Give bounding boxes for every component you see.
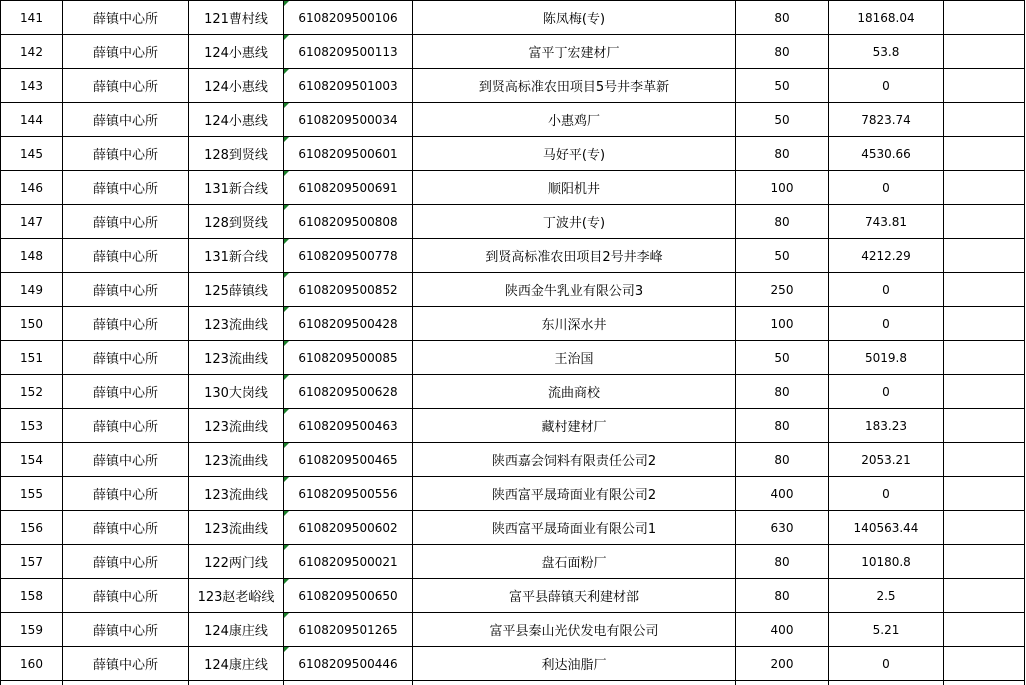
table-row[interactable]	[1, 647, 1025, 681]
text-number-indicator-icon	[284, 477, 289, 482]
table-row[interactable]	[1, 579, 1025, 613]
row-number-cell[interactable]: 153	[1, 409, 63, 443]
text-number-indicator-icon	[284, 239, 289, 244]
row-number-cell[interactable]: 151	[1, 341, 63, 375]
account-cell[interactable]: 6108209500628	[284, 375, 413, 409]
customer-name-cell[interactable]: 丁波井(专)	[413, 205, 736, 239]
unit-cell[interactable]: 薛镇中心所	[63, 613, 189, 647]
capacity-cell[interactable]: 80	[736, 35, 829, 69]
note-cell[interactable]	[944, 1, 1025, 35]
customer-name-cell[interactable]: 陕西金牛乳业有限公司3	[413, 273, 736, 307]
row-number-cell[interactable]: 141	[1, 1, 63, 35]
customer-name-cell[interactable]: 富平县秦山光伏发电有限公司	[413, 613, 736, 647]
account-cell[interactable]: 6108209501003	[284, 69, 413, 103]
note-cell[interactable]	[944, 681, 1025, 685]
capacity-cell[interactable]: 400	[736, 477, 829, 511]
account-cell[interactable]: 6108209500428	[284, 307, 413, 341]
amount-cell[interactable]	[829, 681, 944, 685]
text-number-indicator-icon	[284, 137, 289, 142]
text-number-indicator-icon	[284, 579, 289, 584]
account-cell[interactable]: 6108209500808	[284, 205, 413, 239]
table-row[interactable]	[1, 409, 1025, 443]
amount-cell[interactable]: 0	[829, 477, 944, 511]
customer-name-cell[interactable]: 富平县薛镇天利建材部	[413, 579, 736, 613]
amount-cell[interactable]: 0	[829, 171, 944, 205]
text-number-indicator-icon	[284, 443, 289, 448]
unit-cell[interactable]: 薛镇中心所	[63, 307, 189, 341]
line-cell[interactable]: 123流曲线	[189, 409, 284, 443]
note-cell[interactable]	[944, 409, 1025, 443]
customer-name-cell[interactable]: 东川深水井	[413, 307, 736, 341]
account-cell[interactable]: 6108209500034	[284, 103, 413, 137]
table-row[interactable]	[1, 477, 1025, 511]
account-cell[interactable]: 6108209500106	[284, 1, 413, 35]
unit-cell[interactable]: 薛镇中心所	[63, 103, 189, 137]
line-cell[interactable]: 128到贤线	[189, 137, 284, 171]
row-number-cell[interactable]: 144	[1, 103, 63, 137]
unit-cell[interactable]: 薛镇中心所	[63, 69, 189, 103]
row-number-cell[interactable]: 149	[1, 273, 63, 307]
line-cell[interactable]: 131新合线	[189, 239, 284, 273]
table-row[interactable]	[1, 545, 1025, 579]
line-cell[interactable]: 124康庄线	[189, 613, 284, 647]
capacity-cell[interactable]: 50	[736, 69, 829, 103]
amount-cell[interactable]: 5.21	[829, 613, 944, 647]
line-cell[interactable]: 123流曲线	[189, 511, 284, 545]
capacity-cell[interactable]: 100	[736, 171, 829, 205]
row-number-cell[interactable]: 147	[1, 205, 63, 239]
capacity-cell[interactable]: 630	[736, 511, 829, 545]
text-number-indicator-icon	[284, 205, 289, 210]
customer-name-cell[interactable]: 盘石面粉厂	[413, 545, 736, 579]
unit-cell[interactable]: 薛镇中心所	[63, 341, 189, 375]
note-cell[interactable]	[944, 579, 1025, 613]
unit-cell[interactable]: 薛镇中心所	[63, 205, 189, 239]
text-number-indicator-icon	[284, 171, 289, 176]
table-row[interactable]	[1, 137, 1025, 171]
unit-cell[interactable]: 薛镇中心所	[63, 647, 189, 681]
note-cell[interactable]	[944, 69, 1025, 103]
line-cell[interactable]: 124小惠线	[189, 69, 284, 103]
account-cell[interactable]: 6108209500650	[284, 579, 413, 613]
note-cell[interactable]	[944, 545, 1025, 579]
row-number-cell[interactable]: 156	[1, 511, 63, 545]
table-body	[1, 1, 1025, 685]
customer-name-cell[interactable]: 小惠鸡厂	[413, 103, 736, 137]
capacity-cell[interactable]: 50	[736, 341, 829, 375]
account-cell[interactable]: 6108209501265	[284, 613, 413, 647]
table-row[interactable]	[1, 171, 1025, 205]
capacity-cell[interactable]: 250	[736, 273, 829, 307]
text-number-indicator-icon	[284, 103, 289, 108]
account-cell[interactable]: 6108209500465	[284, 443, 413, 477]
row-number-cell[interactable]: 148	[1, 239, 63, 273]
note-cell[interactable]	[944, 511, 1025, 545]
table-row[interactable]	[1, 307, 1025, 341]
table-row[interactable]	[1, 341, 1025, 375]
table-row[interactable]	[1, 443, 1025, 477]
amount-cell[interactable]: 5019.8	[829, 341, 944, 375]
account-cell[interactable]: 6108209500602	[284, 511, 413, 545]
amount-cell[interactable]: 140563.44	[829, 511, 944, 545]
row-number-cell[interactable]: 160	[1, 647, 63, 681]
line-cell[interactable]: 125薛镇线	[189, 273, 284, 307]
account-cell[interactable]: 6108209500113	[284, 35, 413, 69]
text-number-indicator-icon	[284, 273, 289, 278]
amount-cell[interactable]: 183.23	[829, 409, 944, 443]
customer-name-cell[interactable]: 藏村建材厂	[413, 409, 736, 443]
amount-cell[interactable]: 0	[829, 647, 944, 681]
table-row[interactable]	[1, 613, 1025, 647]
line-cell[interactable]	[189, 681, 284, 685]
table-row[interactable]	[1, 69, 1025, 103]
customer-name-cell[interactable]	[413, 681, 736, 685]
unit-cell[interactable]: 薛镇中心所	[63, 511, 189, 545]
row-number-cell[interactable]: 155	[1, 477, 63, 511]
amount-cell[interactable]: 10180.8	[829, 545, 944, 579]
row-number-cell[interactable]: 146	[1, 171, 63, 205]
customer-name-cell[interactable]: 流曲商校	[413, 375, 736, 409]
row-number-cell[interactable]: 152	[1, 375, 63, 409]
unit-cell[interactable]: 薛镇中心所	[63, 239, 189, 273]
account-cell[interactable]: 6108209500463	[284, 409, 413, 443]
customer-name-cell[interactable]: 到贤高标准农田项目5号井李革新	[413, 69, 736, 103]
line-cell[interactable]: 124小惠线	[189, 103, 284, 137]
table-row[interactable]	[1, 239, 1025, 273]
capacity-cell[interactable]	[736, 681, 829, 685]
amount-cell[interactable]: 53.8	[829, 35, 944, 69]
unit-cell[interactable]: 薛镇中心所	[63, 1, 189, 35]
amount-cell[interactable]: 0	[829, 69, 944, 103]
amount-cell[interactable]: 743.81	[829, 205, 944, 239]
note-cell[interactable]	[944, 613, 1025, 647]
account-cell[interactable]	[284, 681, 413, 685]
capacity-cell[interactable]: 400	[736, 613, 829, 647]
text-number-indicator-icon	[284, 1, 289, 6]
row-number-cell[interactable]: 150	[1, 307, 63, 341]
amount-cell[interactable]: 0	[829, 375, 944, 409]
text-number-indicator-icon	[284, 375, 289, 380]
unit-cell[interactable]: 薛镇中心所	[63, 171, 189, 205]
note-cell[interactable]	[944, 477, 1025, 511]
unit-cell[interactable]	[63, 681, 189, 685]
line-cell[interactable]: 123赵老峪线	[189, 579, 284, 613]
text-number-indicator-icon	[284, 613, 289, 618]
row-number-cell[interactable]: 157	[1, 545, 63, 579]
row-number-cell[interactable]: 143	[1, 69, 63, 103]
customer-name-cell[interactable]: 陕西嘉会饲料有限责任公司2	[413, 443, 736, 477]
amount-cell[interactable]: 18168.04	[829, 1, 944, 35]
row-number-cell[interactable]: 159	[1, 613, 63, 647]
customer-name-cell[interactable]: 富平丁宏建材厂	[413, 35, 736, 69]
account-cell[interactable]: 6108209500556	[284, 477, 413, 511]
unit-cell[interactable]: 薛镇中心所	[63, 35, 189, 69]
customer-name-cell[interactable]: 到贤高标准农田项目2号井李峰	[413, 239, 736, 273]
capacity-cell[interactable]: 50	[736, 239, 829, 273]
amount-cell[interactable]: 2.5	[829, 579, 944, 613]
unit-cell[interactable]: 薛镇中心所	[63, 273, 189, 307]
capacity-cell[interactable]: 80	[736, 545, 829, 579]
amount-cell[interactable]: 4212.29	[829, 239, 944, 273]
line-cell[interactable]: 122两门线	[189, 545, 284, 579]
table-row[interactable]	[1, 375, 1025, 409]
table-row[interactable]	[1, 1, 1025, 35]
line-cell[interactable]: 123流曲线	[189, 341, 284, 375]
table-row[interactable]	[1, 273, 1025, 307]
line-cell[interactable]: 124康庄线	[189, 647, 284, 681]
line-cell[interactable]: 123流曲线	[189, 477, 284, 511]
customer-name-cell[interactable]: 陕西富平晟琦面业有限公司1	[413, 511, 736, 545]
amount-cell[interactable]: 0	[829, 273, 944, 307]
line-cell[interactable]: 123流曲线	[189, 307, 284, 341]
table-row[interactable]	[1, 681, 1025, 685]
line-cell[interactable]: 130大岗线	[189, 375, 284, 409]
text-number-indicator-icon	[284, 307, 289, 312]
line-cell[interactable]: 128到贤线	[189, 205, 284, 239]
customer-name-cell[interactable]: 利达油脂厂	[413, 647, 736, 681]
note-cell[interactable]	[944, 205, 1025, 239]
capacity-cell[interactable]: 200	[736, 647, 829, 681]
capacity-cell[interactable]: 80	[736, 375, 829, 409]
row-number-cell[interactable]: 142	[1, 35, 63, 69]
line-cell[interactable]: 124小惠线	[189, 35, 284, 69]
line-cell[interactable]: 123流曲线	[189, 443, 284, 477]
row-number-cell[interactable]	[1, 681, 63, 685]
customer-name-cell[interactable]: 陕西富平晟琦面业有限公司2	[413, 477, 736, 511]
text-number-indicator-icon	[284, 341, 289, 346]
unit-cell[interactable]: 薛镇中心所	[63, 545, 189, 579]
row-number-cell[interactable]: 154	[1, 443, 63, 477]
row-number-cell[interactable]: 145	[1, 137, 63, 171]
capacity-cell[interactable]: 80	[736, 1, 829, 35]
account-cell[interactable]: 6108209500085	[284, 341, 413, 375]
customer-name-cell[interactable]: 顺阳机井	[413, 171, 736, 205]
account-cell[interactable]: 6108209500691	[284, 171, 413, 205]
amount-cell[interactable]: 0	[829, 307, 944, 341]
customer-name-cell[interactable]: 马好平(专)	[413, 137, 736, 171]
unit-cell[interactable]: 薛镇中心所	[63, 137, 189, 171]
note-cell[interactable]	[944, 239, 1025, 273]
customer-name-cell[interactable]: 王治国	[413, 341, 736, 375]
table-row[interactable]	[1, 35, 1025, 69]
unit-cell[interactable]: 薛镇中心所	[63, 375, 189, 409]
row-number-cell[interactable]: 158	[1, 579, 63, 613]
table-row[interactable]	[1, 103, 1025, 137]
line-cell[interactable]: 131新合线	[189, 171, 284, 205]
note-cell[interactable]	[944, 137, 1025, 171]
note-cell[interactable]	[944, 341, 1025, 375]
customer-name-cell[interactable]: 陈凤梅(专)	[413, 1, 736, 35]
note-cell[interactable]	[944, 307, 1025, 341]
capacity-cell[interactable]: 80	[736, 443, 829, 477]
unit-cell[interactable]: 薛镇中心所	[63, 409, 189, 443]
note-cell[interactable]	[944, 103, 1025, 137]
amount-cell[interactable]: 2053.21	[829, 443, 944, 477]
capacity-cell[interactable]: 80	[736, 137, 829, 171]
account-cell[interactable]: 6108209500601	[284, 137, 413, 171]
account-cell[interactable]: 6108209500778	[284, 239, 413, 273]
table-row[interactable]	[1, 205, 1025, 239]
capacity-cell[interactable]: 50	[736, 103, 829, 137]
text-number-indicator-icon	[284, 647, 289, 652]
note-cell[interactable]	[944, 443, 1025, 477]
text-number-indicator-icon	[284, 69, 289, 74]
unit-cell[interactable]: 薛镇中心所	[63, 477, 189, 511]
unit-cell[interactable]: 薛镇中心所	[63, 579, 189, 613]
unit-cell[interactable]: 薛镇中心所	[63, 443, 189, 477]
amount-cell[interactable]: 4530.66	[829, 137, 944, 171]
text-number-indicator-icon	[284, 35, 289, 40]
note-cell[interactable]	[944, 647, 1025, 681]
note-cell[interactable]	[944, 35, 1025, 69]
capacity-cell[interactable]: 100	[736, 307, 829, 341]
note-cell[interactable]	[944, 375, 1025, 409]
line-cell[interactable]: 121曹村线	[189, 1, 284, 35]
table-row[interactable]	[1, 511, 1025, 545]
capacity-cell[interactable]: 80	[736, 205, 829, 239]
amount-cell[interactable]: 7823.74	[829, 103, 944, 137]
capacity-cell[interactable]: 80	[736, 579, 829, 613]
account-cell[interactable]: 6108209500852	[284, 273, 413, 307]
text-number-indicator-icon	[284, 511, 289, 516]
account-cell[interactable]: 6108209500446	[284, 647, 413, 681]
note-cell[interactable]	[944, 273, 1025, 307]
account-cell[interactable]: 6108209500021	[284, 545, 413, 579]
capacity-cell[interactable]: 80	[736, 409, 829, 443]
note-cell[interactable]	[944, 171, 1025, 205]
text-number-indicator-icon	[284, 545, 289, 550]
text-number-indicator-icon	[284, 409, 289, 414]
